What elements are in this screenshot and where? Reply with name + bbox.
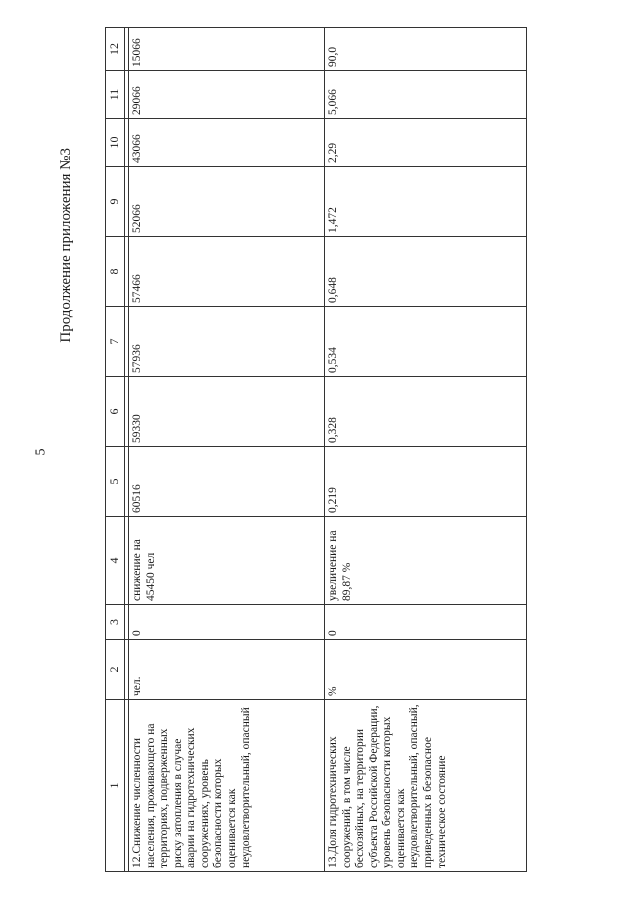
indicator-name: 12.Снижение численности населения, проживающего на территориях, подверженных риску затопления в случае аварии на гидротехнических сооружениях, уровень безопасности которых оценивается как неудовлетворительный, опасный bbox=[129, 700, 325, 872]
value-cell: 90,0 bbox=[325, 28, 527, 71]
table-row bbox=[325, 28, 527, 872]
header-cell: 5 bbox=[106, 447, 125, 517]
value-cell: 5,066 bbox=[325, 71, 527, 119]
header-cell: 11 bbox=[106, 71, 125, 119]
value-cell: 0,219 bbox=[325, 447, 527, 517]
value-cell: 1,472 bbox=[325, 167, 527, 237]
target-cell: снижение на 45450 чел bbox=[129, 517, 325, 605]
value-cell: 43066 bbox=[129, 119, 325, 167]
data-table-rotated bbox=[105, 28, 527, 872]
indicator-name: 13.Доля гидротехнических сооружений, в том числе бесхозяйных, на территории субъекта Российской Федерации, уровень безопасности которых оценивается как неудовлетворительный, опасный, приведенных в безопасное техническое состояние bbox=[325, 700, 527, 872]
value-cell: 57466 bbox=[129, 237, 325, 307]
value-cell: 0,328 bbox=[325, 377, 527, 447]
unit-cell: чел. bbox=[129, 640, 325, 700]
indicators-table bbox=[105, 27, 527, 872]
unit-cell: % bbox=[325, 640, 527, 700]
value-cell: 59330 bbox=[129, 377, 325, 447]
base-cell: 0 bbox=[129, 605, 325, 640]
value-cell: 2,29 bbox=[325, 119, 527, 167]
page-number: 5 bbox=[33, 448, 49, 456]
header-cell: 7 bbox=[106, 307, 125, 377]
header-cell: 10 bbox=[106, 119, 125, 167]
value-cell: 52066 bbox=[129, 167, 325, 237]
base-cell: 0 bbox=[325, 605, 527, 640]
value-cell: 60516 bbox=[129, 447, 325, 517]
header-cell: 2 bbox=[106, 640, 125, 700]
header-cell: 8 bbox=[106, 237, 125, 307]
header-cell: 4 bbox=[106, 517, 125, 605]
header-cell: 3 bbox=[106, 605, 125, 640]
table-row bbox=[129, 28, 325, 872]
header-row bbox=[106, 28, 125, 872]
header-cell: 1 bbox=[106, 700, 125, 872]
target-cell: увеличение на 89,87 % bbox=[325, 517, 527, 605]
value-cell: 57936 bbox=[129, 307, 325, 377]
header-cell: 9 bbox=[106, 167, 125, 237]
header-cell: 6 bbox=[106, 377, 125, 447]
value-cell: 29066 bbox=[129, 71, 325, 119]
value-cell: 15066 bbox=[129, 28, 325, 71]
header-cell: 12 bbox=[106, 28, 125, 71]
value-cell: 0,534 bbox=[325, 307, 527, 377]
value-cell: 0,648 bbox=[325, 237, 527, 307]
appendix-caption: Продолжение приложения №3 bbox=[58, 148, 74, 343]
